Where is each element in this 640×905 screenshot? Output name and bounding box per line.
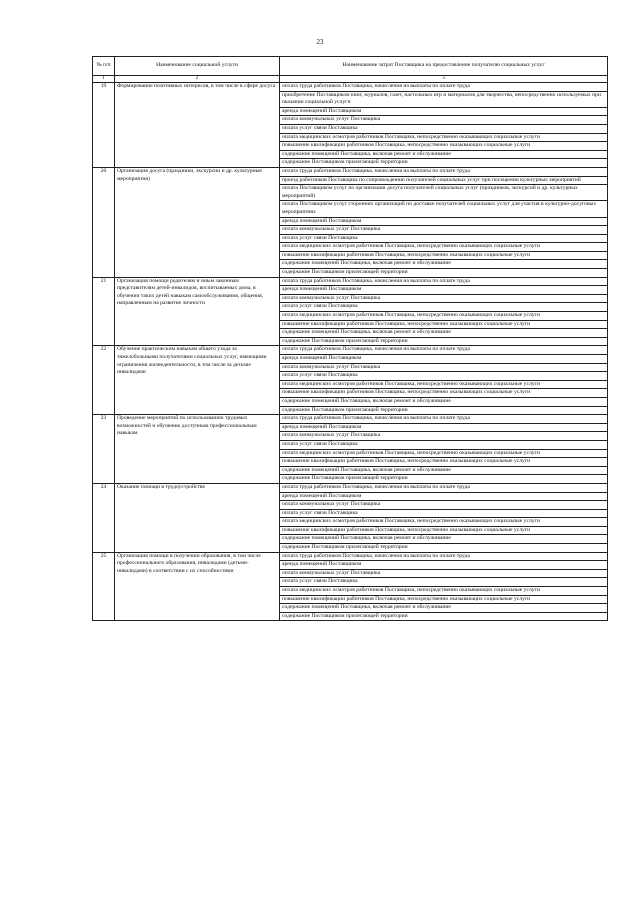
cost-item: оплата коммунальных услуг Поставщика (280, 501, 608, 510)
column-numbers-row (93, 76, 608, 83)
cost-item: содержание Поставщиком прилегающей территории (280, 269, 608, 278)
cost-item: оплата услуг связи Поставщика (280, 234, 608, 243)
cost-item: оплата труда работников Поставщика, начисления на выплаты по оплате труда (280, 167, 608, 176)
cost-item: оплата услуг связи Поставщика (280, 124, 608, 133)
cost-item: содержание Поставщиком прилегающей территории (280, 406, 608, 415)
cost-item: оплата медицинских осмотров работников Поставщика, непосредственно оказывающих социальные услуги (280, 243, 608, 252)
header-service: Наименование социальной услуги (115, 57, 280, 76)
cost-item: содержание Поставщиком прилегающей территории (280, 159, 608, 168)
cost-item: оплата труда работников Поставщика, начисления на выплаты по оплате труда (280, 277, 608, 286)
row-number: 22 (93, 346, 115, 415)
row-number: 25 (93, 552, 115, 621)
cost-item: содержание Поставщиком прилегающей территории (280, 544, 608, 553)
cost-item: оплата услуг связи Поставщика (280, 303, 608, 312)
cost-item: оплата услуг связи Поставщика (280, 578, 608, 587)
cost-item: содержание помещений Поставщика, включая ремонт и обслуживание (280, 329, 608, 338)
cost-item: аренда помещений Поставщиком (280, 492, 608, 501)
table-body (93, 83, 608, 621)
cost-item: повышение квалификации работников Поставщика, непосредственно оказывающих социальные услуги (280, 458, 608, 467)
cost-item: оплата услуг связи Поставщика (280, 440, 608, 449)
cost-item: содержание помещений Поставщика, включая ремонт и обслуживание (280, 260, 608, 269)
table-row (93, 346, 608, 355)
cost-item: оплата коммунальных услуг Поставщика (280, 432, 608, 441)
cost-item: повышение квалификации работников Поставщика, непосредственно оказывающих социальные услуги (280, 595, 608, 604)
cost-item: оплата труда работников Поставщика, начисления на выплаты по оплате труда (280, 415, 608, 424)
table-row (93, 167, 608, 176)
service-name: Оказание помощи в трудоустройстве (115, 483, 280, 552)
cost-item: оплата медицинских осмотров работников Поставщика, непосредственно оказывающих социальные услуги (280, 312, 608, 321)
cost-item: аренда помещений Поставщиком (280, 423, 608, 432)
table-header-row (93, 57, 608, 76)
cost-item: содержание помещений Поставщика, включая ремонт и обслуживание (280, 604, 608, 613)
header-num: № п/п (93, 57, 115, 76)
table-row (93, 277, 608, 286)
table-row (93, 415, 608, 424)
cost-item: оплата Поставщиком услуг по организации досуга получателей социальных услуг (праздников, экскурсий и др. культурных мероприятий) (280, 185, 608, 201)
cost-item: повышение квалификации работников Поставщика, непосредственно оказывающих социальные услуги (280, 389, 608, 398)
cost-item: оплата труда работников Поставщика, начисления на выплаты по оплате труда (280, 346, 608, 355)
cost-item: оплата медицинских осмотров работников Поставщика, непосредственно оказывающих социальные услуги (280, 587, 608, 596)
cost-item: оплата труда работников Поставщика, начисления на выплаты по оплате труда (280, 483, 608, 492)
page-number: 23 (316, 38, 324, 46)
cost-item: оплата коммунальных услуг Поставщика (280, 569, 608, 578)
cost-item: оплата коммунальных услуг Поставщика (280, 294, 608, 303)
cost-item: аренда помещений Поставщиком (280, 561, 608, 570)
cost-item: проезд работников Поставщика по сопровождению получателей социальных услуг при посещении культурных мероприятий (280, 176, 608, 185)
cost-item: оплата коммунальных услуг Поставщика (280, 226, 608, 235)
cost-item: оплата медицинских осмотров работников Поставщика, непосредственно оказывающих социальные услуги (280, 449, 608, 458)
cost-item: повышение квалификации работников Поставщика, непосредственно оказывающих социальные услуги (280, 142, 608, 151)
costs-table (92, 56, 608, 621)
cost-item: повышение квалификации работников Поставщика, непосредственно оказывающих социальные услуги (280, 320, 608, 329)
cost-item: аренда помещений Поставщиком (280, 286, 608, 295)
cost-item: оплата коммунальных услуг Поставщика (280, 363, 608, 372)
cost-item: оплата труда работников Поставщика, начисления на выплаты по оплате труда (280, 83, 608, 92)
service-name: Формирование позитивных интересов, в том числе в сфере досуга (115, 83, 280, 168)
cost-item: оплата услуг связи Поставщика (280, 372, 608, 381)
table-row (93, 552, 608, 561)
cost-item: оплата Поставщиком услуг сторонних организаций по доставке получателей социальных услуг для участия в культурно-досуговых мероприятиях (280, 201, 608, 217)
cost-item: аренда помещений Поставщиком (280, 355, 608, 364)
row-number: 19 (93, 83, 115, 168)
cost-item: содержание помещений Поставщика, включая ремонт и обслуживание (280, 150, 608, 159)
column-number-3: 3 (280, 76, 608, 83)
row-number: 24 (93, 483, 115, 552)
cost-item: содержание помещений Поставщика, включая ремонт и обслуживание (280, 535, 608, 544)
cost-item: оплата медицинских осмотров работников Поставщика, непосредственно оказывающих социальные услуги (280, 133, 608, 142)
service-name: Организация помощи родителям и иным законным представителям детей-инвалидов, воспитываемых дома, в обучении таких детей навыкам самообслуживания, общения, направленным на развитие личности (115, 277, 280, 346)
cost-item: оплата медицинских осмотров работников Поставщика, непосредственно оказывающих социальные услуги (280, 380, 608, 389)
cost-item: повышение квалификации работников Поставщика, непосредственно оказывающих социальные услуги (280, 526, 608, 535)
column-number-1: 1 (93, 76, 115, 83)
table-row (93, 83, 608, 92)
cost-item: аренда помещений Поставщиком (280, 217, 608, 226)
cost-item: содержание Поставщиком прилегающей территории (280, 337, 608, 346)
cost-item: оплата коммунальных услуг Поставщика (280, 116, 608, 125)
service-name: Проведение мероприятий по использованию трудовых возможностей и обучению доступным профессиональным навыкам (115, 415, 280, 484)
header-costs: Наименование затрат Поставщика на предоставление получателю социальных услуг (280, 57, 608, 76)
service-name: Организация помощи в получении образования, в том числе профессионального образования, инвалидами (детьми-инвалидами) в соответствии с их способностями (115, 552, 280, 621)
column-number-2: 2 (115, 76, 280, 83)
table-row (93, 483, 608, 492)
cost-item: приобретение Поставщиком книг, журналов, газет, настольных игр и материалов для творчества, непосредственно используемых при оказании социальной услуги (280, 91, 608, 107)
cost-item: содержание Поставщиком прилегающей территории (280, 612, 608, 621)
cost-item: содержание Поставщиком прилегающей территории (280, 475, 608, 484)
cost-item: повышение квалификации работников Поставщика, непосредственно оказывающих социальные услуги (280, 251, 608, 260)
cost-item: аренда помещений Поставщиком (280, 107, 608, 116)
row-number: 20 (93, 167, 115, 277)
row-number: 21 (93, 277, 115, 346)
cost-item: оплата медицинских осмотров работников Поставщика, непосредственно оказывающих социальные услуги (280, 518, 608, 527)
cost-item: содержание помещений Поставщика, включая ремонт и обслуживание (280, 466, 608, 475)
cost-item: оплата услуг связи Поставщика (280, 509, 608, 518)
cost-item: оплата труда работников Поставщика, начисления на выплаты по оплате труда (280, 552, 608, 561)
row-number: 23 (93, 415, 115, 484)
service-name: Обучение практическим навыкам общего ухода за тяжелобольными получателями социальных услуг, имеющими ограничения жизнедеятельности, в том числе за детьми-инвалидами (115, 346, 280, 415)
service-name: Организация досуга (праздники, экскурсии и др. культурные мероприятия) (115, 167, 280, 277)
cost-item: содержание помещений Поставщика, включая ремонт и обслуживание (280, 397, 608, 406)
